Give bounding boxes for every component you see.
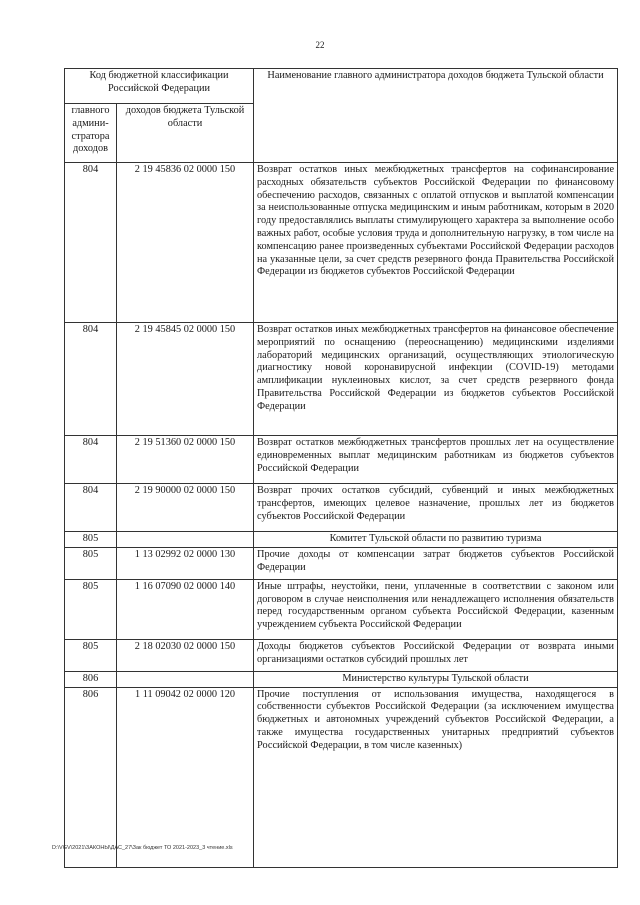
admin-code-cell: 804 — [65, 436, 117, 484]
income-code-cell: 2 19 90000 02 0000 150 — [117, 484, 254, 532]
income-name-cell: Доходы бюджетов субъектов Российской Федерации от возврата иными организациями остатков субсидий прошлых лет — [254, 639, 618, 671]
administrator-name-cell: Комитет Тульской области по развитию туризма — [254, 532, 618, 548]
income-name-cell: Иные штрафы, неустойки, пени, уплаченные в соответствии с законом или договором в случае неисполнения или ненадлежащего исполнения обязательств перед государственным органом субъекта Российской Федерации, казенным учреждением субъекта Российской Федерации — [254, 579, 618, 639]
section-row — [65, 532, 618, 548]
budget-classification-table — [64, 68, 618, 868]
income-code-cell — [117, 532, 254, 548]
admin-code-cell: 806 — [65, 671, 117, 687]
admin-code-cell: 805 — [65, 547, 117, 579]
header-name-column: Наименование главного администратора доходов бюджета Тульской области — [254, 69, 618, 163]
header-income-column: доходов бюджета Тульской области — [117, 104, 254, 163]
income-name-cell: Возврат остатков иных межбюджетных трансфертов на финансовое обеспечение мероприятий по оснащению (переоснащению) медицинскими изделиями лабораторий медицинских организаций, осуществляющих этиологическую диагностику новой коронавирусной инфекции (COVID-19) методами амплификации нуклеиновых кислот, за счет средств резервного фонда Правительства Российской Федерации из бюджетов субъектов Российской Федерации — [254, 323, 618, 436]
income-code-cell: 2 19 45845 02 0000 150 — [117, 323, 254, 436]
admin-code-cell: 804 — [65, 163, 117, 323]
header-admin-column: главного админи-стратора доходов — [65, 104, 117, 163]
income-name-cell: Возврат прочих остатков субсидий, субвенций и иных межбюджетных трансфертов, имеющих целевое назначение, прошлых лет из бюджетов субъектов Российской Федерации — [254, 484, 618, 532]
income-name-cell: Прочие доходы от компенсации затрат бюджетов субъектов Российской Федерации — [254, 547, 618, 579]
table-row — [65, 484, 618, 532]
table-row — [65, 547, 618, 579]
table-row — [65, 639, 618, 671]
income-code-cell: 1 16 07090 02 0000 140 — [117, 579, 254, 639]
admin-code-cell: 804 — [65, 323, 117, 436]
income-code-cell: 2 19 51360 02 0000 150 — [117, 436, 254, 484]
table-row — [65, 687, 618, 867]
income-code-cell: 2 18 02030 02 0000 150 — [117, 639, 254, 671]
header-code-group: Код бюджетной классификации Российской Федерации — [65, 69, 254, 104]
income-name-cell: Возврат остатков иных межбюджетных трансфертов на софинансирование расходных обязательств субъектов Российской Федерации по финансовому обеспечению расходов, связанных с оплатой отпусков и выплатой компенсации за неиспользованные отпуска медицинским и иным работникам, которым в 2020 году предоставлялись выплаты стимулирующего характера за выполнение особо важных работ, особые условия труда и дополнительную нагрузку, в том числе на компенсацию ранее произведенных субъектами Российской Федерации расходов на указанные цели, за счет средств резервного фонда Правительства Российской Федерации из бюджетов субъектов Российской Федерации — [254, 163, 618, 323]
table-row — [65, 163, 618, 323]
income-code-cell: 1 11 09042 02 0000 120 — [117, 687, 254, 867]
admin-code-cell: 806 — [65, 687, 117, 867]
document-file-path: D:\VGV\2021\ЗАКОНЫ\ДАС_27\Зак бюджет ТО 2021-2023_3 чтение.xls — [52, 845, 233, 851]
admin-code-cell: 804 — [65, 484, 117, 532]
administrator-name-cell: Министерство культуры Тульской области — [254, 671, 618, 687]
income-name-cell: Прочие поступления от использования имущества, находящегося в собственности субъектов Российской Федерации (за исключением имущества бюджетных и автономных учреждений субъектов Российской Федерации, а также имущества государственных унитарных предприятий субъектов Российской Федерации, в том числе казенных) — [254, 687, 618, 867]
income-code-cell — [117, 671, 254, 687]
table-row — [65, 323, 618, 436]
admin-code-cell: 805 — [65, 639, 117, 671]
page-number: 22 — [315, 40, 325, 50]
income-name-cell: Возврат остатков межбюджетных трансфертов прошлых лет на осуществление единовременных выплат медицинским работникам из бюджетов субъектов Российской Федерации — [254, 436, 618, 484]
income-code-cell: 2 19 45836 02 0000 150 — [117, 163, 254, 323]
income-code-cell: 1 13 02992 02 0000 130 — [117, 547, 254, 579]
admin-code-cell: 805 — [65, 579, 117, 639]
section-row — [65, 671, 618, 687]
table-row — [65, 436, 618, 484]
admin-code-cell: 805 — [65, 532, 117, 548]
table-row — [65, 579, 618, 639]
